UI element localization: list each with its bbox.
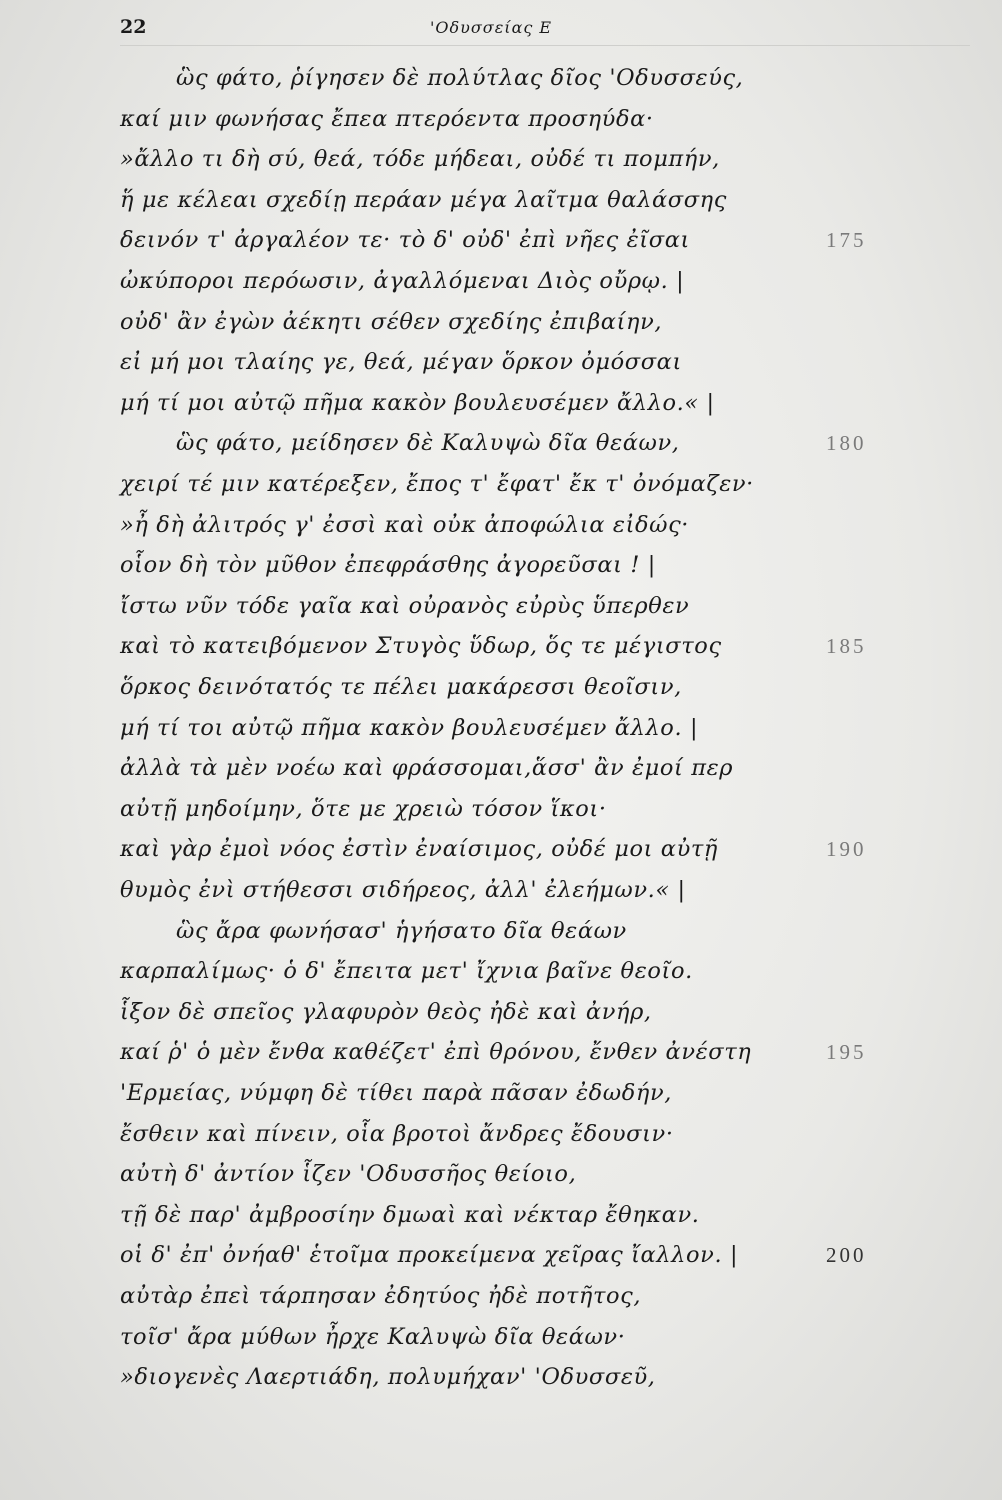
line-number: 200 bbox=[826, 1243, 867, 1268]
verse-text: αὐτῇ μηδοίμην, ὅτε με χρειὼ τόσον ἵκοι· bbox=[120, 795, 607, 822]
verse-line bbox=[0, 870, 1002, 910]
verse-text: ὠκύποροι περόωσιν, ἀγαλλόμεναι Διὸς οὔρῳ. | bbox=[120, 268, 685, 294]
verse-text: μή τί τοι αὐτῷ πῆμα κακὸν βουλευσέμεν ἄλλο. | bbox=[120, 714, 699, 741]
verse-line bbox=[0, 626, 1002, 666]
line-number: 175 bbox=[826, 228, 867, 253]
verse-text: »ἦ δὴ ἀλιτρός γ' ἐσσὶ καὶ οὐκ ἀποφώλια εἰδώς· bbox=[120, 511, 690, 538]
verse-text: αὐτὴ δ' ἀντίον ἷζεν 'Οδυσσῆος θείοιο, bbox=[120, 1161, 577, 1188]
verse-text: οὐδ' ἂν ἐγὼν ἀέκητι σέθεν σχεδίης ἐπιβαίην, bbox=[120, 308, 663, 335]
verse-line bbox=[0, 220, 1002, 260]
verse-text: ἥ με κέλεαι σχεδίῃ περάαν μέγα λαῖτμα θαλάσσης bbox=[120, 186, 727, 213]
verse-line bbox=[0, 1154, 1002, 1194]
verse-line bbox=[0, 789, 1002, 829]
verse-text: καὶ γὰρ ἐμοὶ νόος ἐστὶν ἐναίσιμος, οὐδέ μοι αὐτῇ bbox=[120, 836, 718, 863]
verse-text: τοῖσ' ἄρα μύθων ἦρχε Καλυψὼ δῖα θεάων· bbox=[120, 1323, 626, 1350]
verse-text: ἀλλὰ τὰ μὲν νοέω καὶ φράσσομαι,ἅσσ' ἂν ἐμοί περ bbox=[120, 755, 734, 782]
page-header bbox=[120, 16, 970, 46]
verse-text: οἷον δὴ τὸν μῦθον ἐπεφράσθης ἀγορεῦσαι ! | bbox=[120, 552, 656, 579]
verse-line bbox=[0, 180, 1002, 220]
header-rule bbox=[120, 45, 970, 46]
verse-line bbox=[0, 505, 1002, 545]
verse-line bbox=[0, 423, 1002, 463]
verse-line bbox=[0, 383, 1002, 423]
verse-line bbox=[0, 1195, 1002, 1235]
verse-text: καρπαλίμως· ὁ δ' ἔπειτα μετ' ἴχνια βαῖνε θεοῖο. bbox=[120, 958, 693, 985]
verse-text: ὅρκος δεινότατός τε πέλει μακάρεσσι θεοῖσιν, bbox=[120, 674, 682, 700]
running-title: 'Οδυσσείας Ε bbox=[430, 18, 553, 37]
verse-text: οἱ δ' ἐπ' ὀνήαθ' ἑτοῖμα προκείμενα χεῖρας ἴαλλον. | bbox=[120, 1242, 739, 1269]
line-number: 190 bbox=[826, 837, 867, 862]
verse-line bbox=[0, 1073, 1002, 1113]
verse-line bbox=[0, 1276, 1002, 1316]
verse-text: »ἄλλο τι δὴ σύ, θεά, τόδε μήδεαι, οὐδέ τι πομπήν, bbox=[120, 146, 720, 173]
verse-line bbox=[0, 99, 1002, 139]
verse-line bbox=[0, 708, 1002, 748]
verse-text: ὣς φάτο, μείδησεν δὲ Καλυψὼ δῖα θεάων, bbox=[176, 430, 680, 457]
verse-text: καί μιν φωνήσας ἔπεα πτερόεντα προσηύδα· bbox=[120, 105, 654, 132]
verse-line bbox=[0, 951, 1002, 991]
verse-line bbox=[0, 748, 1002, 788]
verse-line bbox=[0, 1114, 1002, 1154]
verse-line bbox=[0, 545, 1002, 585]
verse-text: ὣς φάτο, ῥίγησεν δὲ πολύτλας δῖος 'Οδυσσεύς, bbox=[176, 65, 744, 91]
verse-text: ἔσθειν καὶ πίνειν, οἷα βροτοὶ ἄνδρες ἔδουσιν· bbox=[120, 1120, 674, 1147]
verse-line bbox=[0, 302, 1002, 342]
verse-text: τῇ δὲ παρ' ἀμβροσίην δμωαὶ καὶ νέκταρ ἔθηκαν. bbox=[120, 1201, 700, 1228]
verse-line bbox=[0, 1357, 1002, 1397]
verse-line bbox=[0, 992, 1002, 1032]
line-number: 185 bbox=[826, 634, 867, 659]
page-number: 22 bbox=[120, 16, 147, 38]
verse-text: εἰ μή μοι τλαίης γε, θεά, μέγαν ὅρκον ὀμόσσαι bbox=[120, 349, 682, 376]
line-number: 195 bbox=[826, 1040, 867, 1065]
verse-line bbox=[0, 1317, 1002, 1357]
verse-text: ἷξον δὲ σπεῖος γλαφυρὸν θεὸς ἠδὲ καὶ ἀνήρ, bbox=[120, 998, 652, 1025]
verse-text: ἴστω νῦν τόδε γαῖα καὶ οὐρανὸς εὐρὺς ὕπερθεν bbox=[120, 592, 690, 619]
verse-text: καί ῥ' ὁ μὲν ἔνθα καθέζετ' ἐπὶ θρόνου, ἔνθεν ἀνέστη bbox=[120, 1039, 752, 1066]
verse-line bbox=[0, 464, 1002, 504]
verse-text: ὣς ἄρα φωνήσασ' ἡγήσατο δῖα θεάων bbox=[176, 917, 627, 944]
verse-line bbox=[0, 58, 1002, 98]
verse-line bbox=[0, 667, 1002, 707]
verse-text: αὐτὰρ ἐπεὶ τάρπησαν ἐδητύος ἠδὲ ποτῆτος, bbox=[120, 1283, 642, 1309]
verse-line bbox=[0, 1032, 1002, 1072]
verse-text: θυμὸς ἐνὶ στήθεσσι σιδήρεος, ἀλλ' ἐλεήμων.« | bbox=[120, 877, 686, 903]
line-number: 180 bbox=[826, 431, 867, 456]
verse-text: »διογενὲς Λαερτιάδη, πολυμήχαν' 'Οδυσσεῦ, bbox=[120, 1364, 656, 1391]
verse-line bbox=[0, 139, 1002, 179]
verse-line bbox=[0, 1235, 1002, 1275]
verse-line bbox=[0, 911, 1002, 951]
verse-line bbox=[0, 261, 1002, 301]
verse-text: μή τί μοι αὐτῷ πῆμα κακὸν βουλευσέμεν ἄλλο.« | bbox=[120, 389, 715, 416]
verse-line bbox=[0, 586, 1002, 626]
verse-text: 'Ερμείας, νύμφη δὲ τίθει παρὰ πᾶσαν ἐδωδήν, bbox=[120, 1080, 673, 1106]
verse-line bbox=[0, 342, 1002, 382]
verse-text: καὶ τὸ κατειβόμενον Στυγὸς ὕδωρ, ὅς τε μέγιστος bbox=[120, 633, 722, 660]
verse-text: χειρί τέ μιν κατέρεξεν, ἔπος τ' ἔφατ' ἔκ τ' ὀνόμαζεν· bbox=[120, 471, 754, 497]
verse-text: δεινόν τ' ἀργαλέον τε· τὸ δ' οὐδ' ἐπὶ νῆες ἐῖσαι bbox=[120, 227, 690, 254]
verse-line bbox=[0, 829, 1002, 869]
